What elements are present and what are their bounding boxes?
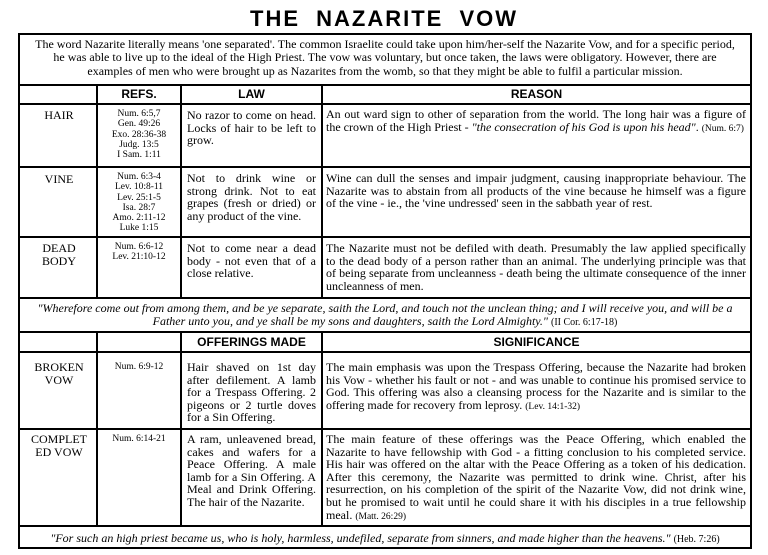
reason-end: . [695, 119, 699, 134]
nazarite-vow-sheet [18, 33, 752, 549]
intro-paragraph: The word Nazarite literally means 'one separated'. The common Israelite could take upon him/her-self the Nazarite Vow, and for a specific period, he was able to live up to the ideal of the High Priest. The vow was voluntary, but once taken, the laws were obligatory. However, there are examples of men who were brought up as Nazarites from the womb, so that they might be able to fulfil a particular mission. [35, 37, 735, 78]
rule-after-vine [20, 236, 750, 238]
law-vine: Not to drink wine or strong drink. Not to eat grapes (fresh or dried) or any product of the vine. [187, 171, 316, 223]
topic-dead-body [22, 242, 96, 268]
rule-after-quote-1 [20, 331, 750, 333]
col-rule-2a [180, 84, 182, 297]
header-offerings: OFFERINGS MADE [197, 335, 306, 349]
rule-after-broken-vow [20, 428, 750, 430]
ref-line: Num. 6:5,7 [117, 109, 161, 119]
topic-completed-vow [22, 433, 96, 459]
offering-completed-vow: A ram, unleavened bread, cakes and wafers for a Peace Offering. A male lamb for a Sin Offering. A Meal and Drink Offering. The hair of the Nazarite. [187, 432, 316, 509]
topic-line: COMPLET [30, 432, 87, 446]
topic-line: DEAD [42, 241, 76, 255]
topic-line: VOW [44, 372, 74, 387]
quote-text: "Wherefore come out from among them, and be ye separate, saith the Lord, and touch not the unclean thing; and I will receive you, and will be a Father unto you, and ye shall be my sons and daughters, saith the Lord Almighty." [37, 301, 733, 329]
topic-line: ED VOW [35, 444, 83, 459]
page-title: THE NAZARITE VOW [250, 6, 518, 31]
quote-ref: (Heb. 7:26) [673, 534, 720, 545]
ref-line: Judg. 13:5 [119, 139, 159, 150]
topic-vine: VINE [44, 172, 74, 186]
significance-ref: (Matt. 26:29) [355, 511, 406, 522]
header-reason: REASON [510, 87, 563, 101]
col-rule-2b [180, 331, 182, 525]
reason-dead-body: The Nazarite must not be defiled with death. Presumably the law applied specifically to the dead body of a person rather than an animal. The underlying principle was that of being separate from uncleanness - death being the ultimate consequence of the inner uncleanness of men. [326, 241, 746, 293]
quote-text: "For such an high priest became us, who is holy, harmless, undefiled, separate from sinners, and made higher than the heavens." [50, 531, 671, 545]
scripture-quote-2 [20, 532, 750, 546]
rule-after-header-1 [20, 103, 750, 105]
refs-completed-vow [98, 434, 180, 444]
significance-broken-vow [326, 361, 746, 413]
ref-line: Lev. 21:10-12 [112, 252, 166, 263]
significance-text: The main feature of these offerings was the Peace Offering, which enabled the Nazarite to have fellowship with God - a fitting conclusion to his completed service. His hair was offered on the altar with the Peace Offering as a token of his dedication. After this ceremony, the Nazarite was permitted to drink wine. Christ, after his resurrection, on his completion of the spirit of the Nazarite Vow, did not drink wine, but he promised to wait until he could share it with his disciples in a true fellowship meal. [326, 432, 746, 522]
ref-line: Num. 6:14-21 [112, 434, 166, 444]
ref-line: Amo. 2:11-12 [112, 213, 166, 224]
refs-hair [98, 109, 180, 160]
reason-vine: Wine can dull the senses and impair judgment, causing inappropriate behaviour. The Nazarite was to abstain from all products of the vine because he himself was a figure of the vine - ie., the 'vine undressed' seen in the sabbath year of rest. [326, 171, 746, 211]
rule-after-header-2 [20, 351, 750, 353]
law-dead-body: Not to come near a dead body - not even that of a close relative. [187, 241, 316, 281]
header-significance: SIGNIFICANCE [493, 335, 580, 349]
ref-line: Gen. 49:26 [117, 119, 161, 130]
rule-after-hair [20, 166, 750, 168]
ref-line: Num. 6:6-12 [114, 242, 164, 252]
ref-line: Lev. 25:1-5 [117, 192, 161, 203]
significance-text: The main emphasis was upon the Trespass Offering, because the Nazarite had broken his Vow - whether his fault or not - and was unable to continue his promised service to God. This offering was also a cleansing process for the Nazarite and is similar to the offering made for recovery from leprosy. [326, 360, 746, 412]
significance-completed-vow [326, 433, 746, 523]
ref-line: Num. 6:3-4 [117, 172, 161, 182]
refs-dead-body [98, 242, 180, 263]
topic-broken-vow [22, 361, 96, 387]
reason-quote: "the consecration of his God is upon his head" [471, 119, 696, 134]
col-rule-3a [321, 84, 323, 297]
rule-after-intro [20, 84, 750, 86]
rule-after-dead-body [20, 297, 750, 299]
header-refs: REFS. [121, 87, 157, 101]
topic-line: BROKEN [34, 360, 84, 374]
law-hair: No razor to come on head. Locks of hair to be left to grow. [187, 108, 316, 148]
reason-hair [326, 108, 746, 135]
topic-hair: HAIR [44, 108, 74, 122]
scripture-quote-1 [20, 302, 750, 330]
offering-broken-vow: Hair shaved on 1st day after defilement. A lamb for a Trespass Offering. 2 pigeons or 2 turtle doves for a Sin Offering. [187, 360, 316, 425]
col-rule-1b [96, 331, 98, 525]
topic-line: BODY [41, 253, 76, 268]
significance-ref: (Lev. 14:1-32) [525, 401, 581, 412]
rule-after-completed-vow [20, 525, 750, 527]
ref-line: Isa. 28:7 [122, 202, 156, 213]
ref-line: Exo. 28:36-38 [111, 129, 167, 140]
quote-ref: (II Cor. 6:17-18) [550, 317, 618, 329]
ref-line: Lev. 10:8-11 [114, 182, 164, 193]
ref-line: Luke 1:15 [119, 223, 159, 234]
reason-ref: (Num. 6:7) [701, 123, 744, 134]
col-rule-3b [321, 331, 323, 525]
header-law: LAW [238, 87, 265, 101]
reason-text: An out ward sign to other of separation from the world. The long hair was a figure of the crown of the High Priest - [326, 107, 746, 134]
refs-broken-vow [98, 362, 180, 372]
ref-line: Num. 6:9-12 [114, 362, 164, 372]
refs-vine [98, 172, 180, 234]
ref-line: I Sam. 1:11 [117, 150, 161, 161]
